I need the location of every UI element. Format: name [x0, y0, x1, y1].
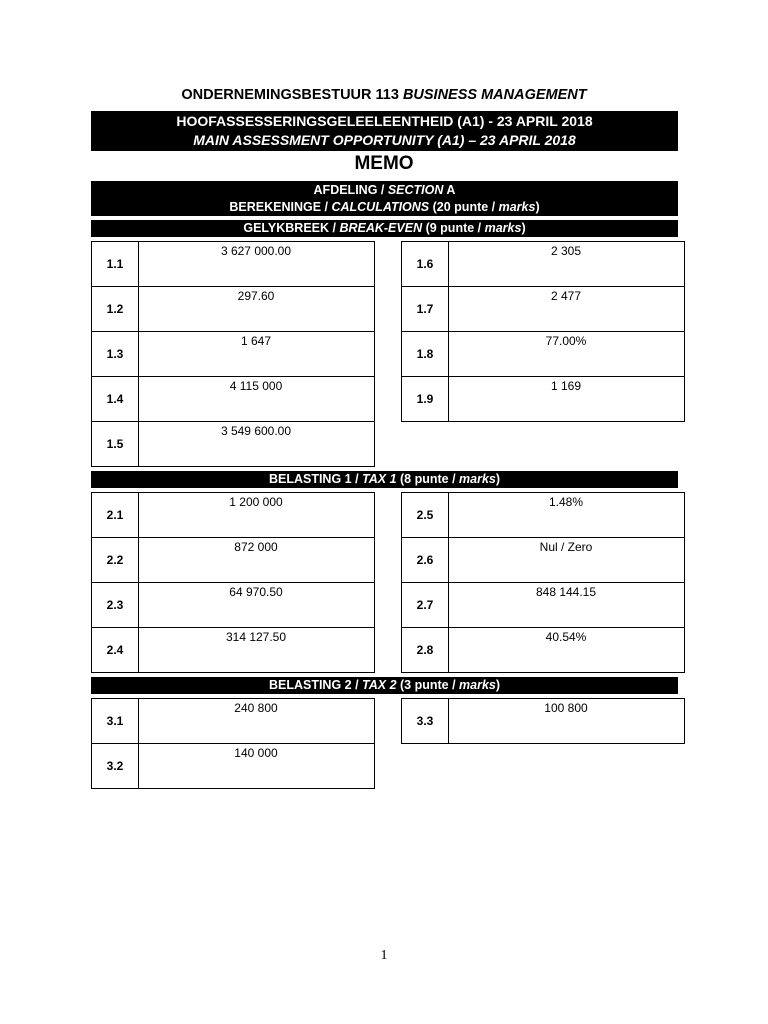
- group-header-part: GELYKBREEK /: [243, 221, 340, 235]
- answer-value: 2 305: [550, 244, 582, 258]
- answer-value: 1 200 000: [229, 495, 283, 509]
- group-header-part: (9 punte /: [422, 221, 485, 235]
- question-number: 2.1: [92, 493, 139, 537]
- question-number: 1.4: [92, 377, 139, 421]
- answer-cell: [91, 582, 375, 628]
- group-header-part: ): [495, 678, 501, 692]
- answer-value: 240 800: [234, 701, 278, 715]
- question-number: 2.8: [402, 628, 449, 672]
- group-header-italic: marks: [459, 678, 496, 692]
- question-number: 3.1: [92, 699, 139, 743]
- group-header-part: BELASTING 1 /: [268, 472, 363, 486]
- group-header-break-even: [91, 220, 678, 237]
- section-line-2-italic: CALCULATIONS: [331, 200, 430, 214]
- assessment-header: [91, 111, 678, 151]
- answer-cell: [91, 286, 375, 332]
- answer-value: 64 970.50: [229, 585, 283, 599]
- group-header-part: (3 punte /: [396, 678, 460, 692]
- answer-value: 1 169: [550, 379, 582, 393]
- answer-value: 2 477: [550, 289, 582, 303]
- answer-cell: [401, 376, 685, 422]
- section-line-2-part: ): [535, 200, 540, 214]
- question-number: 1.1: [92, 242, 139, 286]
- answer-value: Nul / Zero: [539, 540, 593, 554]
- answer-value: 872 000: [234, 540, 278, 554]
- answer-cell: [91, 376, 375, 422]
- answer-value: 314 127.50: [225, 630, 287, 644]
- answer-cell: [401, 698, 685, 744]
- answer-cell: [91, 241, 375, 287]
- group-header-part: ): [495, 472, 501, 486]
- answer-value: 1 647: [240, 334, 272, 348]
- question-number: 2.6: [402, 538, 449, 582]
- answer-value: 140 000: [234, 746, 278, 760]
- answer-value: 1.48%: [548, 495, 584, 509]
- title-text: ONDERNEMINGSBESTUUR 113: [181, 87, 399, 103]
- question-number: 2.4: [92, 628, 139, 672]
- section-line-2-part: (20 punte /: [429, 200, 499, 214]
- answer-cell: [91, 331, 375, 377]
- answer-value: 77.00%: [545, 334, 587, 348]
- group-header-tax-1: [91, 471, 678, 488]
- answer-value: 100 800: [544, 701, 588, 715]
- header-line-2: MAIN ASSESSMENT OPPORTUNITY (A1) – 23 APRIL 2018: [193, 132, 576, 148]
- question-number: 2.7: [402, 583, 449, 627]
- answer-value: 40.54%: [545, 630, 587, 644]
- section-line-1-part: A: [443, 183, 456, 197]
- answer-value: 4 115 000: [229, 379, 283, 393]
- answer-cell: [91, 492, 375, 538]
- question-number: 1.9: [402, 377, 449, 421]
- question-number: 1.3: [92, 332, 139, 376]
- question-number: 1.6: [402, 242, 449, 286]
- answer-cell: [91, 421, 375, 467]
- question-number: 3.2: [92, 744, 139, 788]
- answer-cell: [91, 627, 375, 673]
- group-header-italic: marks: [459, 472, 496, 486]
- answer-value: 297.60: [237, 289, 275, 303]
- answer-cell: [401, 627, 685, 673]
- question-number: 1.8: [402, 332, 449, 376]
- answer-cell: [91, 537, 375, 583]
- question-number: 3.3: [402, 699, 449, 743]
- answer-value: 3 627 000.00: [220, 244, 292, 258]
- memo-heading: MEMO: [354, 153, 414, 174]
- document-title: [0, 87, 768, 103]
- section-line-1: [91, 182, 678, 199]
- answer-cell: [91, 743, 375, 789]
- group-header-italic: TAX 2: [362, 678, 397, 692]
- answer-value: 3 549 600.00: [220, 424, 292, 438]
- section-line-2-italic: marks: [498, 200, 536, 214]
- group-header-part: BELASTING 2 /: [268, 678, 363, 692]
- page-number: 1: [380, 948, 388, 963]
- answer-cell: [401, 582, 685, 628]
- answer-cell: [91, 698, 375, 744]
- answer-cell: [401, 537, 685, 583]
- group-header-tax-2: [91, 677, 678, 694]
- question-number: 2.3: [92, 583, 139, 627]
- section-line-1-part: AFDELING /: [313, 183, 388, 197]
- section-line-1-italic: SECTION: [387, 183, 444, 197]
- question-number: 1.7: [402, 287, 449, 331]
- question-number: 2.5: [402, 493, 449, 537]
- answer-cell: [401, 241, 685, 287]
- answer-cell: [401, 286, 685, 332]
- group-header-italic: BREAK-EVEN: [339, 221, 423, 235]
- section-line-2-part: BEREKENINGE /: [229, 200, 332, 214]
- answer-cell: [401, 492, 685, 538]
- group-header-italic: marks: [484, 221, 522, 235]
- section-line-2: [91, 199, 678, 216]
- section-header: [91, 181, 678, 216]
- answer-value: 848 144.15: [535, 585, 597, 599]
- answer-cell: [401, 331, 685, 377]
- group-header-italic: TAX 1: [362, 472, 397, 486]
- header-line-1: HOOFASSESSERINGSGELEELEENTHEID (A1) - 23 APRIL 2018: [176, 113, 593, 129]
- group-header-part: ): [521, 221, 526, 235]
- group-header-part: (8 punte /: [396, 472, 460, 486]
- question-number: 1.2: [92, 287, 139, 331]
- question-number: 1.5: [92, 422, 139, 466]
- title-italic-text: BUSINESS MANAGEMENT: [402, 87, 587, 103]
- question-number: 2.2: [92, 538, 139, 582]
